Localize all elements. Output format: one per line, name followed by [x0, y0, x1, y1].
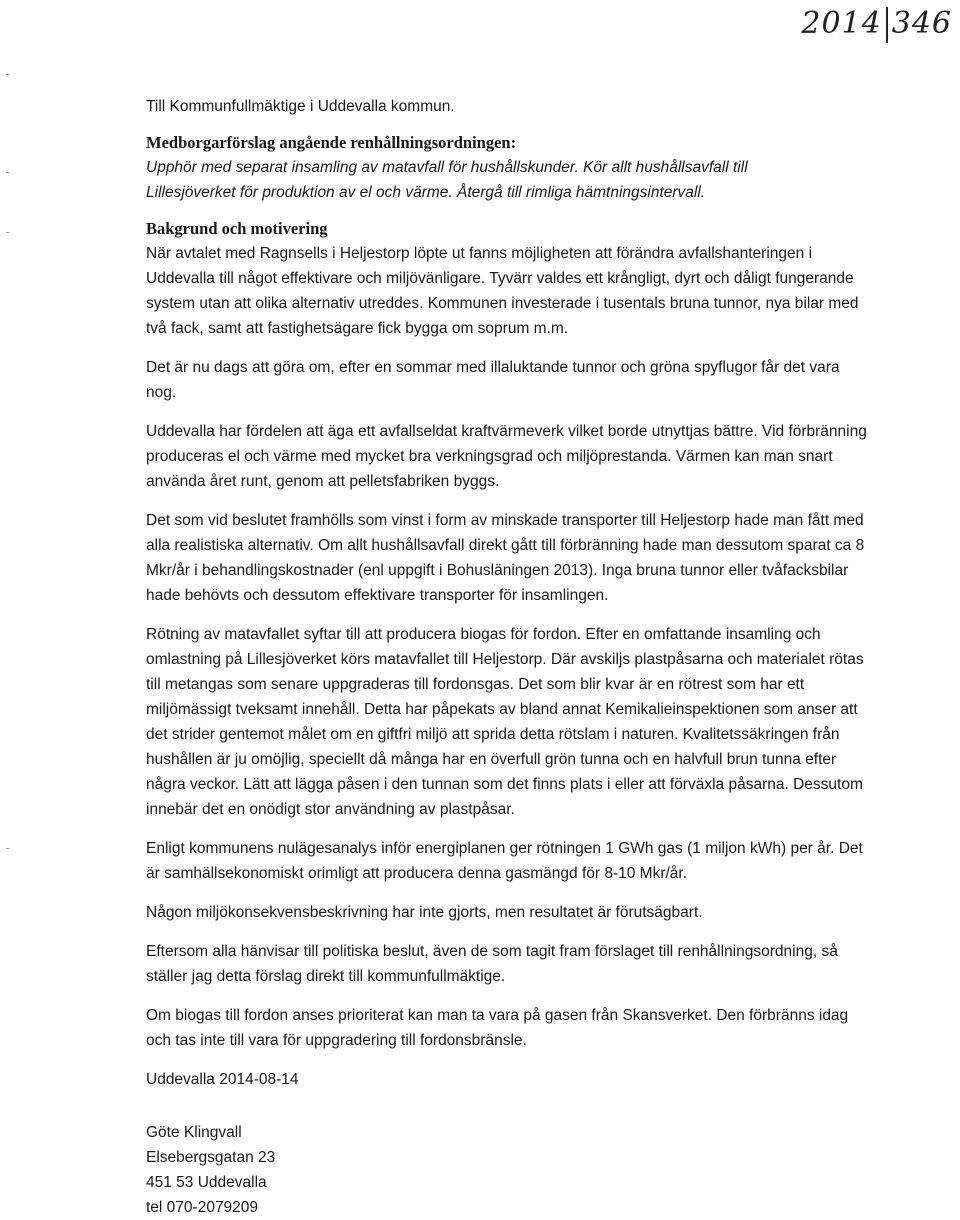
paragraph: Uddevalla har fördelen att äga ett avfallseldat kraftvärmeverk vilket borde utnyttjas bättre. Vid förbränning produceras el och värme med mycket bra verkningsgrad och miljöprestanda. Värmen kan man snart använda året runt, genom att pelletsfabriken byggs. [146, 423, 867, 490]
paragraph: Enligt kommunens nulägesanalys inför energiplanen ger rötningen 1 GWh gas (1 miljon kWh) per år. Det är samhällsekonomiskt orimligt att producera denna gasmängd för 8-10 Mkr/år. [146, 840, 863, 882]
paragraph: När avtalet med Ragnsells i Heljestorp löpte ut fanns möjligheten att förändra avfallshanteringen i Uddevalla till något effektivare och miljövänligare. Tyvärr valdes ett krångligt, dyrt och dåligt fungerande system utan att olika alternativ utreddes. Kommunen investerade i tusentals bruna tunnor, nya bilar med två fack, samt att fastighetsägare fick bygga om soprum m.m. [146, 245, 859, 337]
letter-body [146, 94, 874, 1220]
proposal-summary [146, 155, 874, 205]
margin-mark [6, 848, 9, 849]
sender-name: Göte Klingvall [146, 1124, 242, 1141]
proposal-line: Upphör med separat insamling av matavfall för hushållskunder. Kör allt hushållsavfall till [146, 159, 748, 176]
addressee-line: Till Kommunfullmäktige i Uddevalla kommun. [146, 98, 455, 115]
stamp-number: 2014 [801, 6, 882, 41]
letter-date: Uddevalla 2014-08-14 [146, 1071, 299, 1088]
sender-street: Elsebergsgatan 23 [146, 1149, 276, 1166]
paragraph: Om biogas till fordon anses prioriterat kan man ta vara på gasen från Skansverket. Den förbränns idag och tas inte till vara för uppgradering till fordonsbränsle. [146, 1007, 849, 1049]
paragraph: Någon miljökonsekvensbeskrivning har inte gjorts, men resultatet är förutsägbart. [146, 904, 703, 921]
sender-phone: tel 070-2079209 [146, 1199, 259, 1216]
margin-mark [6, 172, 9, 173]
proposal-line: Lillesjöverket för produktion av el och värme. Återgå till rimliga hämtningsintervall. [146, 184, 706, 201]
signature-block [146, 1120, 874, 1220]
paragraph: Rötning av matavfallet syftar till att producera biogas för fordon. Efter en omfattande insamling och omlastning på Lillesjöverket körs matavfallet till Heljestorp. Där avskiljs plastpåsarna och materialet rötas till metangas som senare uppgraderas till fordonsgas. Det som blir kvar är en rötrest som har ett miljömässigt tveksamt innehåll. Detta har påpekats av bland annat Kemikalieinspektionen som anser att det strider gentemot målet om en giftfri miljö att sprida detta rötslam i naturen. Kvalitetssäkringen från hushållen är ju omöjlig, speciellt då många har en överfull grön tunna och en halvfull brun tunna efter några veckor. Lätt att lägga påsen i den tunnan som det finns plats i eller att förväxla påsarna. Dessutom innebär det en onödigt stor användning av plastpåsar. [146, 626, 864, 818]
background-heading: Bakgrund och motivering [146, 219, 328, 238]
stamp-divider [886, 7, 888, 43]
proposal-heading: Medborgarförslag angående renhållningsordningen: [146, 133, 517, 152]
paragraph: Eftersom alla hänvisar till politiska beslut, även de som tagit fram förslaget till renhållningsordning, så ställer jag detta förslag direkt till kommunfullmäktige. [146, 943, 838, 985]
stamp-number-suffix: 346 [891, 6, 952, 41]
sender-city: 451 53 Uddevalla [146, 1174, 267, 1191]
margin-mark [6, 74, 9, 75]
margin-mark [6, 232, 9, 233]
paragraph: Det som vid beslutet framhölls som vinst i form av minskade transporter till Heljestorp hade man fått med alla realistiska alternativ. Om allt hushållsavfall direkt gått till förbränning hade man dessutom sparat ca 8 Mkr/år i behandlingskostnader (enl uppgift i Bohusläningen 2013). Inga bruna tunnor eller tvåfacksbilar hade behövts och dessutom effektivare transporter för insamlingen. [146, 512, 865, 604]
paragraph: Det är nu dags att göra om, efter en sommar med illaluktande tunnor och gröna spyflugor får det vara nog. [146, 359, 840, 401]
archive-stamp [801, 4, 952, 44]
